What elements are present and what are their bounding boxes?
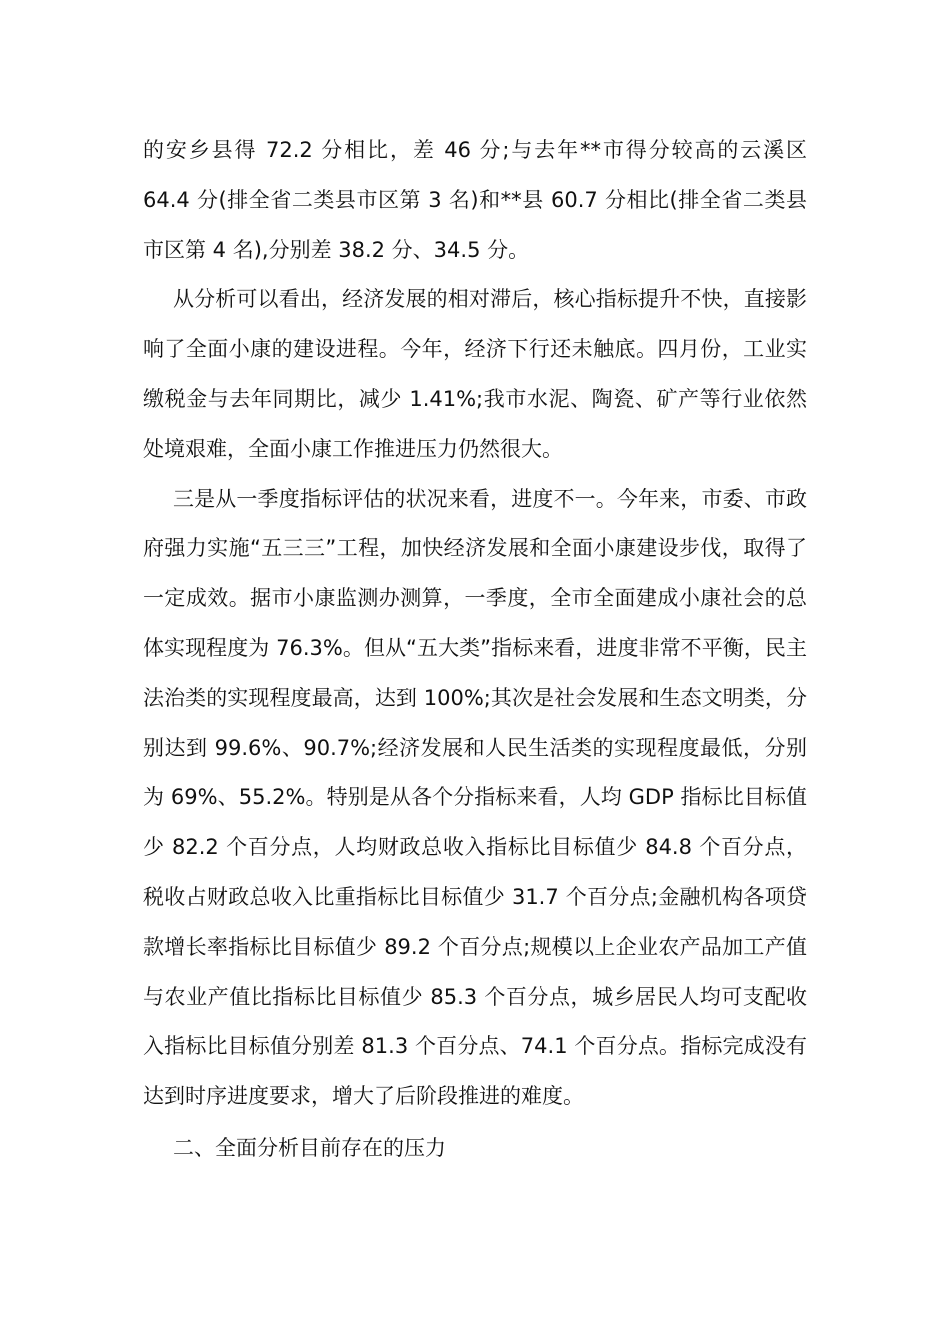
paragraph-continuation: 的安乡县得 72.2 分相比，差 46 分;与去年**市得分较高的云溪区 64.4 分(排全省二类县市区第 3 名)和**县 60.7 分相比(排全省二类县市区第 4 名),分别差 38.2 分、34.5 分。 <box>143 138 807 262</box>
document-body <box>143 126 807 1174</box>
section-heading: 二、全面分析目前存在的压力 <box>173 1135 446 1160</box>
paragraph-analysis: 从分析可以看出，经济发展的相对滞后，核心指标提升不快，直接影响了全面小康的建设进程。今年，经济下行还未触底。四月份，工业实缴税金与去年同期比，减少 1.41%;我市水泥、陶瓷、矿产等行业依然处境艰难，全面小康工作推进压力仍然很大。 <box>143 287 807 461</box>
paragraph-quarter-indicators: 三是从一季度指标评估的状况来看，进度不一。今年来，市委、市政府强力实施“五三三”工程，加快经济发展和全面小康建设步伐，取得了一定成效。据市小康监测办测算，一季度，全市全面建成小康社会的总体实现程度为 76.3%。但从“五大类”指标来看，进度非常不平衡，民主法治类的实现程度最高，达到 100%;其次是社会发展和生态文明类，分别达到 99.6%、90.7%;经济发展和人民生活类的实现程度最低，分别为 69%、55.2%。特别是从各个分指标来看，人均 GDP 指标比目标值少 82.2 个百分点，人均财政总收入指标比目标值少 84.8 个百分点，税收占财政总收入比重指标比目标值少 31.7 个百分点;金融机构各项贷款增长率指标比目标值少 89.2 个百分点;规模以上企业农产品加工产值与农业产值比指标比目标值少 85.3 个百分点，城乡居民人均可支配收入指标比目标值分别差 81.3 个百分点、74.1 个百分点。指标完成没有达到时序进度要求，增大了后阶段推进的难度。 <box>143 486 807 1109</box>
